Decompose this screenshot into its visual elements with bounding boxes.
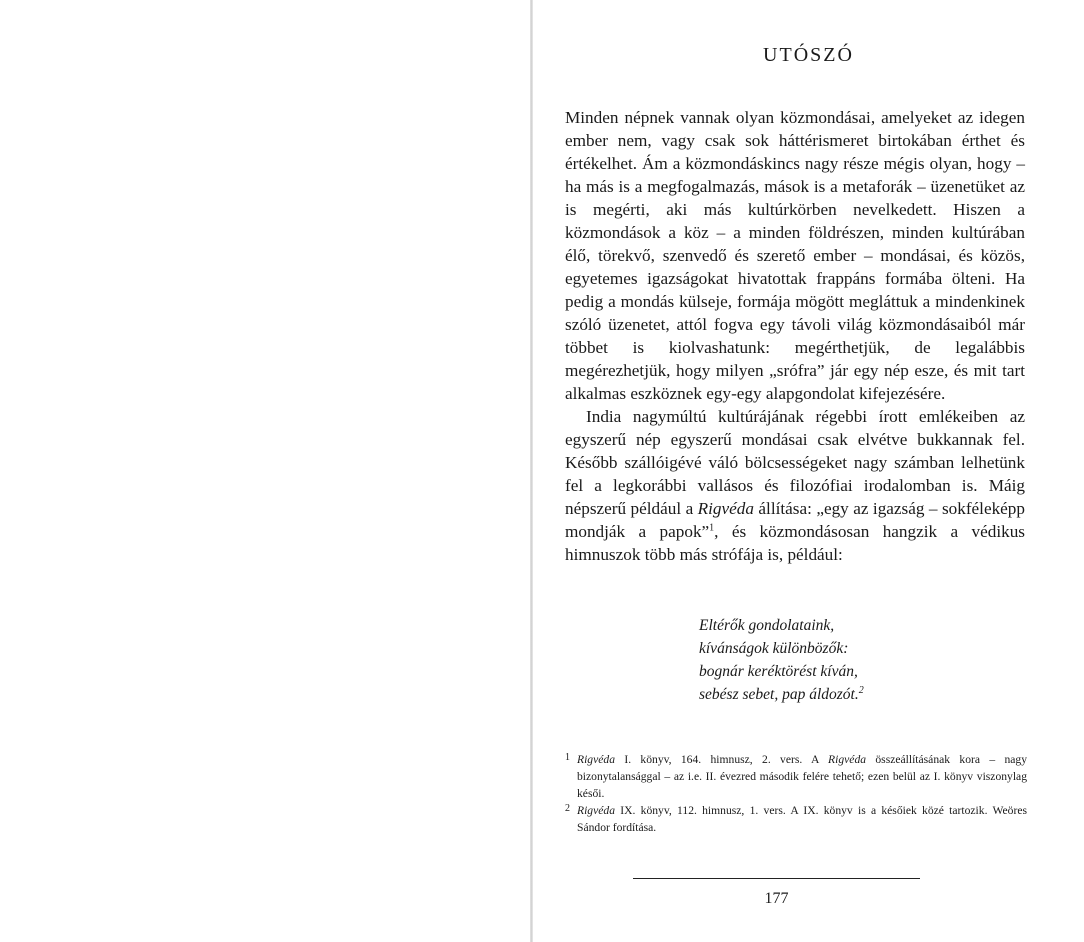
paragraph-2 bbox=[565, 405, 1025, 566]
footnote-ref-1[interactable]: 1 bbox=[709, 522, 715, 534]
footnote-2-number: 2 bbox=[565, 803, 570, 814]
footnote-1-book-2: Rigvéda bbox=[828, 753, 867, 766]
paragraph-2-text-a: India nagymúltú kultúrájának régebbi írott emlékeiben az egyszerű nép egyszerű mondásai csak elvétve bukkannak fel. Később szállóigévé váló bölcsességeket nagy számban lelhetünk fel a legkorábbi vallásos és filozófiai irodalomban is. Máig népszerű például a bbox=[565, 407, 1025, 518]
paragraph-2-text-b: állítása: „egy az igazság – sokféleképp mondják a papok” bbox=[565, 499, 1025, 541]
poem-line-2: kívánságok különbözők: bbox=[699, 640, 849, 657]
footnote-2 bbox=[565, 802, 1027, 836]
poem-line-4-text: sebész sebet, pap áldozót. bbox=[699, 686, 859, 703]
footnote-2-text-a: IX. könyv, 112. himnusz, 1. vers. A IX. könyv is a későiek közé tartozik. Weöres Sándor fordítása. bbox=[577, 804, 1027, 834]
poem-line-3: bognár keréktörést kíván, bbox=[699, 663, 858, 680]
footnote-1 bbox=[565, 751, 1027, 802]
poem-line-4 bbox=[699, 683, 999, 706]
footnote-1-text-a: I. könyv, 164. himnusz, 2. vers. A bbox=[615, 753, 829, 766]
chapter-title: UTÓSZÓ bbox=[763, 44, 854, 66]
footnote-2-book: Rigvéda bbox=[577, 804, 615, 817]
footnote-ref-2[interactable]: 2 bbox=[858, 684, 864, 696]
right-page bbox=[533, 0, 1084, 942]
poem-line-1: Eltérők gondolataink, bbox=[699, 617, 835, 634]
paragraph-1: Minden népnek vannak olyan közmondásai, amelyeket az idegen ember nem, vagy csak sok háttérismeret birtokában érthet és értékelhet. Ám a közmondáskincs nagy része mégis olyan, hogy – ha más is a megfogalmazás, mások is a metaforák – üzenetüket az is megérti, aki más kultúrkörben nevelkedett. Hiszen a közmondások a köz – a minden földrészen, minden kultúrában élő, törekvő, szenvedő és szerető ember – mondásai, és közös, egyetemes igazságokat hivatottak frappáns formába ölteni. Ha pedig a mondás külseje, formája mögött megláttuk a mindenkinek szóló üzenetet, attól fogva egy távoli világ közmondásaiból már többet is kiolvashatunk: megérthetjük, de legalábbis megérezhetjük, hogy milyen „srófra” jár egy nép esze, és mit tart alkalmas eszköznek egy-egy alapgondolat kifejezésére. bbox=[565, 108, 1025, 403]
footer-rule bbox=[633, 878, 920, 879]
footnote-1-book: Rigvéda bbox=[577, 753, 615, 766]
body-text bbox=[565, 106, 1025, 566]
rigveda-title: Rigvéda bbox=[697, 499, 754, 518]
footnotes bbox=[565, 751, 1027, 836]
footnote-1-number: 1 bbox=[565, 752, 570, 763]
paragraph-2-text-c: , és közmondásosan hangzik a védikus himnuszok több más strófája is, például: bbox=[565, 522, 1025, 564]
poem-quote bbox=[699, 614, 999, 706]
page-number: 177 bbox=[764, 890, 789, 907]
left-page-blank bbox=[0, 0, 530, 942]
footnote-1-text-b: összeállításának kora – nagy bizonytalansággal – az i.e. II. évezred második felére tehető; ezen belül az I. könyv viszonylag késői. bbox=[577, 753, 1027, 800]
